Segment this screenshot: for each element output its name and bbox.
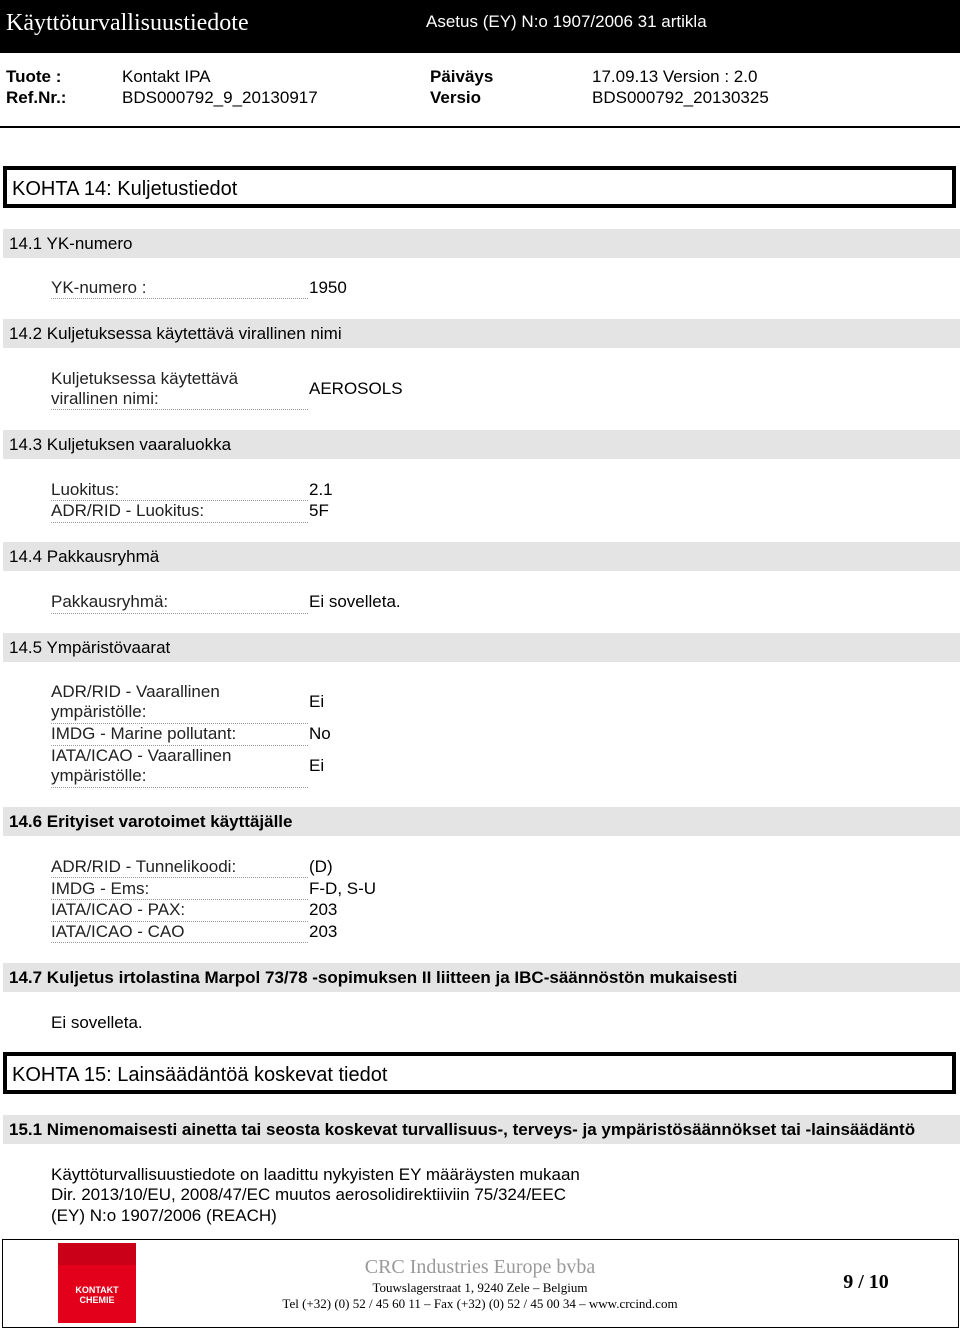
iata-env-hazard-label-line2: ympäristölle:	[51, 766, 147, 785]
document-title: Käyttöturvallisuustiedote	[6, 10, 249, 36]
iata-cao-label: IATA/ICAO - CAO	[51, 922, 308, 943]
adr-env-hazard-label-line1: ADR/RID - Vaarallinen	[51, 682, 220, 701]
subsection-14-1	[3, 229, 960, 258]
page-number: 9 / 10	[843, 1271, 889, 1293]
shipping-name-value: AEROSOLS	[309, 379, 403, 398]
iata-pax-value: 203	[309, 900, 338, 919]
date-value: 17.09.13 Version : 2.0	[592, 67, 758, 86]
product-value: Kontakt IPA	[122, 67, 211, 86]
adr-classification-label: ADR/RID - Luokitus:	[51, 501, 308, 523]
imdg-ems-value: F-D, S-U	[309, 879, 377, 898]
marpol-text: Ei sovelleta.	[51, 1013, 143, 1032]
classification-label: Luokitus:	[51, 480, 308, 501]
shipping-name-label-line1: Kuljetuksessa käytettävä	[51, 369, 239, 388]
header-divider	[0, 126, 960, 128]
section-14-title: KOHTA 14: Kuljetustiedot	[12, 178, 238, 200]
iata-env-hazard-label	[51, 746, 308, 788]
regulation-reference: Asetus (EY) N:o 1907/2006 31 artikla	[426, 12, 707, 31]
shipping-name-label	[51, 369, 308, 410]
subsection-15-1	[3, 1115, 960, 1144]
company-name: CRC Industries Europe bvba	[364, 1256, 596, 1278]
iata-env-hazard-value: Ei	[309, 756, 325, 775]
document-header-bar	[0, 0, 960, 53]
section-14-header	[3, 166, 956, 208]
company-contact: Tel (+32) (0) 52 / 45 60 11 – Fax (+32) (0) 52 / 45 00 34 – www.crcind.com	[282, 1296, 678, 1311]
un-number-label: YK-numero :	[51, 278, 308, 299]
classification-value: 2.1	[309, 480, 333, 499]
subsection-14-6	[3, 807, 960, 836]
shipping-name-label-line2: virallinen nimi:	[51, 389, 159, 408]
subsection-14-3	[3, 430, 960, 459]
iata-env-hazard-label-line1: IATA/ICAO - Vaarallinen	[51, 746, 232, 765]
adr-classification-value: 5F	[309, 501, 329, 520]
regulation-line-3: (EY) N:o 1907/2006 (REACH)	[51, 1206, 277, 1225]
subsection-14-7	[3, 963, 960, 992]
un-number-value: 1950	[309, 278, 347, 297]
subsection-14-6-title: 14.6 Erityiset varotoimet käyttäjälle	[9, 812, 293, 831]
subsection-14-4-title: 14.4 Pakkausryhmä	[9, 547, 160, 566]
subsection-14-7-title: 14.7 Kuljetus irtolastina Marpol 73/78 -sopimuksen II liitteen ja IBC-säännöstön mukaisesti	[9, 968, 738, 987]
logo-band	[58, 1243, 136, 1265]
packing-group-value: Ei sovelleta.	[309, 592, 401, 611]
adr-env-hazard-value: Ei	[309, 692, 325, 711]
adr-env-hazard-label	[51, 682, 308, 724]
subsection-14-1-title: 14.1 YK-numero	[9, 234, 133, 253]
regulation-line-2: Dir. 2013/10/EU, 2008/47/EC muutos aerosolidirektiiviin 75/324/EEC	[51, 1185, 567, 1204]
date-label: Päiväys	[430, 67, 494, 86]
logo-text	[68, 1285, 126, 1305]
subsection-14-4	[3, 542, 960, 571]
imdg-marine-pollutant-label: IMDG - Marine pollutant:	[51, 724, 308, 746]
product-label: Tuote :	[6, 67, 62, 86]
subsection-14-3-title: 14.3 Kuljetuksen vaaraluokka	[9, 435, 232, 454]
iata-cao-value: 203	[309, 922, 338, 941]
tunnel-code-label: ADR/RID - Tunnelikoodi:	[51, 857, 308, 878]
subsection-14-2-title: 14.2 Kuljetuksessa käytettävä virallinen nimi	[9, 324, 342, 343]
ref-value: BDS000792_9_20130917	[122, 88, 318, 107]
section-15-title: KOHTA 15: Lainsäädäntöä koskevat tiedot	[12, 1064, 388, 1086]
subsection-14-2	[3, 319, 960, 348]
version-label: Versio	[430, 88, 482, 107]
kontakt-chemie-logo	[58, 1243, 136, 1323]
ref-label: Ref.Nr.:	[6, 88, 67, 107]
logo-text-line2: CHEMIE	[79, 1295, 115, 1305]
imdg-ems-label: IMDG - Ems:	[51, 879, 308, 900]
iata-pax-label: IATA/ICAO - PAX:	[51, 900, 308, 922]
imdg-marine-pollutant-value: No	[309, 724, 331, 743]
tunnel-code-value: (D)	[309, 857, 333, 876]
subsection-14-5	[3, 633, 960, 662]
logo-text-line1: KONTAKT	[75, 1285, 119, 1295]
regulation-line-1: Käyttöturvallisuustiedote on laadittu nykyisten EY määräysten mukaan	[51, 1165, 580, 1184]
section-15-header	[3, 1052, 956, 1094]
adr-env-hazard-label-line2: ympäristölle:	[51, 702, 147, 721]
packing-group-label: Pakkausryhmä:	[51, 592, 308, 614]
subsection-14-5-title: 14.5 Ympäristövaarat	[9, 638, 171, 657]
version-value: BDS000792_20130325	[592, 88, 769, 107]
company-address: Touwslagerstraat 1, 9240 Zele – Belgium	[372, 1280, 588, 1295]
subsection-15-1-title: 15.1 Nimenomaisesti ainetta tai seosta koskevat turvallisuus-, terveys- ja ympäristösäännökset tai -lainsäädäntö	[9, 1120, 916, 1139]
